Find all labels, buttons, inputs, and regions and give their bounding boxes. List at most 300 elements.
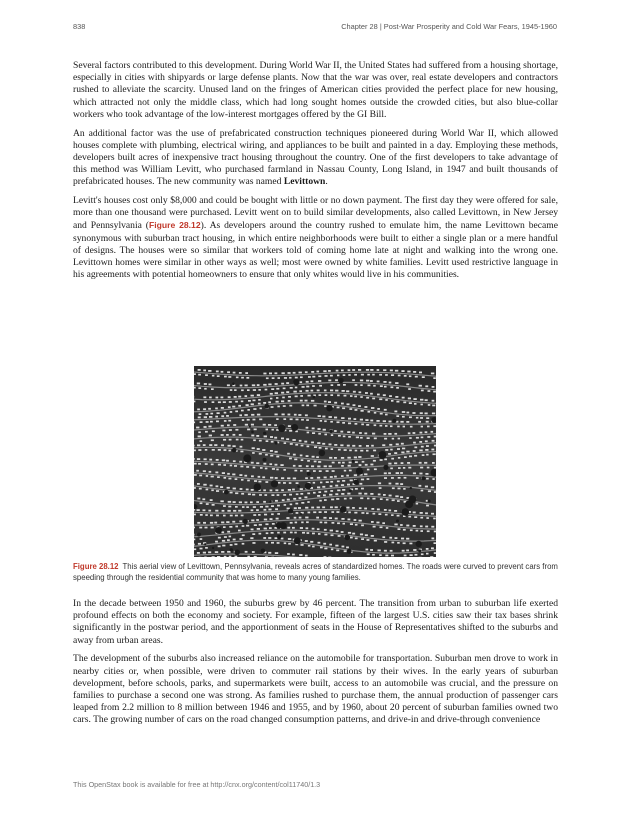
house-mark — [322, 416, 325, 418]
house-mark — [218, 464, 221, 466]
house-mark — [334, 417, 337, 419]
house-mark — [245, 424, 248, 426]
house-mark — [359, 483, 362, 485]
house-mark — [265, 389, 268, 391]
house-mark — [338, 435, 341, 437]
house-mark — [233, 539, 236, 541]
house-mark — [349, 462, 352, 464]
house-mark — [427, 467, 430, 469]
house-mark — [233, 488, 236, 490]
house-mark — [194, 458, 195, 460]
house-mark — [194, 487, 196, 489]
house-mark — [318, 428, 321, 430]
house-mark — [389, 510, 392, 512]
house-mark — [286, 517, 289, 519]
house-mark — [203, 522, 206, 524]
house-mark — [224, 449, 227, 451]
house-mark — [299, 465, 302, 467]
house-mark — [352, 379, 355, 381]
house-mark — [329, 457, 332, 459]
house-mark — [419, 473, 422, 475]
house-mark — [245, 372, 248, 374]
house-mark — [407, 412, 410, 414]
house-mark — [293, 372, 296, 374]
house-mark — [292, 439, 295, 441]
house-mark — [335, 390, 338, 392]
house-mark — [212, 556, 215, 557]
house-mark — [337, 407, 340, 409]
house-mark — [288, 425, 291, 427]
house-mark — [343, 436, 346, 438]
paragraph: The development of the suburbs also increased reliance on the automobile for transportation. Suburban men drove to work in nearby cities or, when possible, were driven to commuter rail stations by their wives. In the early years of suburban development, before schools, parks, and supermarkets were built, access to an automobile was crucial, and the pressure on families to purchase a second one was strong. As families rushed to purchase them, the annual production of passenger cars leaped from 2.2 million to 8 million between 1946 and 1955, and by 1960, about 20 percent of suburban families owned two cars. The growing number of cars on the road changed consumption patterns, and drive-in and drive-through convenience — [73, 653, 558, 726]
house-mark — [254, 556, 257, 557]
tree-mark — [338, 378, 344, 384]
house-mark — [397, 500, 400, 502]
house-mark — [271, 388, 274, 390]
tree-mark — [215, 527, 222, 534]
house-mark — [420, 467, 423, 469]
house-mark — [371, 508, 374, 510]
house-mark — [337, 384, 340, 386]
house-mark — [348, 423, 351, 425]
house-mark — [371, 407, 374, 409]
house-mark — [433, 425, 436, 427]
house-mark — [419, 385, 422, 387]
house-mark — [266, 377, 269, 379]
house-mark — [360, 437, 363, 439]
house-mark — [328, 401, 331, 403]
house-mark — [408, 467, 411, 469]
house-mark — [270, 450, 273, 452]
house-mark — [210, 522, 213, 524]
house-mark — [330, 375, 333, 377]
house-mark — [355, 423, 358, 425]
house-mark — [390, 449, 393, 451]
house-mark — [203, 370, 206, 372]
house-mark — [347, 445, 350, 447]
house-mark — [434, 531, 436, 533]
house-mark — [312, 456, 315, 458]
house-mark — [324, 548, 327, 550]
house-mark — [246, 377, 249, 379]
house-mark — [329, 465, 332, 467]
tree-mark — [307, 472, 311, 476]
house-mark — [329, 416, 332, 418]
house-mark — [276, 469, 278, 471]
house-mark — [217, 412, 220, 414]
house-mark — [372, 374, 375, 376]
house-mark — [336, 530, 339, 532]
house-mark — [355, 384, 358, 386]
house-mark — [396, 443, 399, 445]
house-mark — [235, 401, 238, 403]
house-mark — [290, 387, 293, 389]
house-mark — [288, 400, 291, 402]
figure-link[interactable]: Figure 28.12 — [148, 220, 201, 231]
house-mark — [413, 472, 416, 474]
house-mark — [428, 390, 431, 392]
house-mark — [419, 441, 422, 443]
house-mark — [434, 491, 436, 493]
house-mark — [307, 432, 310, 434]
house-mark — [413, 525, 416, 527]
house-mark — [311, 380, 314, 382]
house-mark — [388, 433, 391, 435]
house-mark — [365, 464, 368, 466]
house-mark — [218, 537, 221, 539]
house-mark — [224, 477, 227, 479]
house-mark — [258, 481, 261, 483]
house-mark — [208, 551, 211, 553]
house-mark — [257, 448, 260, 450]
house-mark — [212, 401, 215, 403]
house-mark — [365, 534, 368, 536]
house-mark — [287, 477, 290, 479]
house-mark — [233, 372, 236, 374]
house-mark — [401, 452, 404, 454]
house-mark — [361, 374, 364, 376]
house-mark — [422, 454, 425, 456]
house-mark — [394, 462, 397, 464]
house-mark — [295, 387, 298, 389]
house-mark — [310, 541, 313, 543]
tree-mark — [265, 404, 270, 409]
house-mark — [307, 460, 310, 462]
house-mark — [199, 475, 202, 477]
tree-mark — [234, 550, 240, 556]
house-mark — [323, 494, 326, 496]
house-mark — [226, 415, 229, 417]
house-mark — [233, 434, 236, 436]
house-mark — [391, 386, 394, 388]
house-mark — [265, 542, 268, 544]
house-mark — [197, 444, 200, 446]
house-mark — [233, 501, 236, 503]
house-mark — [348, 369, 351, 371]
house-mark — [389, 444, 392, 446]
house-mark — [430, 556, 433, 557]
house-mark — [426, 505, 429, 507]
house-mark — [373, 513, 376, 515]
house-mark — [200, 502, 203, 504]
house-mark — [221, 522, 224, 524]
house-mark — [271, 542, 274, 544]
house-mark — [197, 383, 200, 385]
house-mark — [324, 529, 327, 531]
house-mark — [203, 509, 206, 511]
house-mark — [260, 467, 263, 469]
house-mark — [384, 472, 387, 474]
house-mark — [271, 532, 274, 534]
house-mark — [253, 506, 256, 508]
house-mark — [217, 476, 220, 478]
house-mark — [370, 380, 373, 382]
house-mark — [215, 472, 218, 474]
house-mark — [366, 450, 369, 452]
tree-mark — [344, 535, 350, 541]
house-mark — [305, 371, 308, 373]
house-mark — [403, 542, 406, 544]
house-mark — [241, 515, 244, 517]
house-mark — [364, 433, 367, 435]
house-mark — [305, 555, 308, 557]
house-mark — [431, 431, 434, 433]
house-mark — [326, 481, 329, 483]
house-mark — [311, 390, 314, 392]
house-mark — [422, 376, 425, 378]
house-mark — [286, 438, 289, 440]
house-mark — [307, 532, 310, 534]
house-mark — [194, 534, 195, 536]
tree-mark — [392, 419, 396, 423]
house-mark — [277, 505, 280, 507]
house-mark — [404, 477, 407, 479]
tree-mark — [349, 489, 352, 492]
house-mark — [395, 396, 398, 398]
house-mark — [431, 373, 434, 375]
house-mark — [337, 522, 340, 524]
house-mark — [406, 538, 409, 540]
house-mark — [359, 507, 362, 509]
house-mark — [403, 467, 405, 469]
house-mark — [367, 437, 370, 439]
house-mark — [330, 476, 333, 478]
house-mark — [322, 443, 325, 445]
key-term: Levittown — [283, 176, 326, 188]
house-mark — [332, 522, 335, 524]
house-mark — [301, 445, 304, 447]
tree-mark — [197, 533, 201, 537]
house-mark — [281, 438, 284, 440]
house-mark — [360, 396, 363, 398]
house-mark — [240, 385, 243, 387]
house-mark — [221, 551, 224, 553]
house-mark — [310, 477, 313, 479]
body-text-top — [73, 60, 558, 288]
house-mark — [346, 390, 349, 392]
house-mark — [350, 523, 353, 525]
house-mark — [366, 369, 369, 371]
house-mark — [374, 438, 377, 440]
house-mark — [197, 522, 200, 524]
tree-mark — [409, 496, 417, 504]
body-text-bottom — [73, 598, 558, 733]
tree-mark — [305, 483, 312, 490]
house-mark — [371, 445, 374, 447]
house-mark — [331, 448, 334, 450]
house-mark — [224, 556, 227, 557]
house-mark — [251, 509, 254, 511]
house-mark — [318, 415, 321, 417]
house-mark — [268, 552, 271, 554]
tree-mark — [300, 513, 302, 515]
house-mark — [305, 400, 308, 402]
house-mark — [421, 437, 424, 439]
house-mark — [227, 531, 230, 533]
house-mark — [432, 462, 435, 464]
house-mark — [343, 374, 346, 376]
house-mark — [232, 445, 235, 447]
house-mark — [251, 489, 254, 491]
house-mark — [353, 391, 356, 393]
paragraph-text: An additional factor was the use of prefabricated construction techniques pioneered during World War II, which allowed houses complete with plumbing, electrical wiring, and appliances to be built and painted in a day. Employing these methods, developers built acres of inexpensive tract housing throughout the country. One of the first developers to take advantage of this method was William Levitt, who purchased farmland in Nassau County, Long Island, in 1947 and built thousands of prefabricated houses. The new community was named — [73, 127, 558, 188]
house-mark — [290, 504, 293, 506]
house-mark — [380, 526, 383, 528]
house-mark — [248, 493, 251, 495]
house-mark — [390, 425, 393, 427]
house-mark — [413, 442, 416, 444]
house-mark — [275, 500, 278, 502]
house-mark — [253, 389, 256, 391]
house-mark — [221, 444, 224, 446]
house-mark — [216, 515, 219, 517]
house-mark — [210, 485, 213, 487]
house-mark — [391, 514, 394, 516]
house-mark — [212, 449, 215, 451]
house-mark — [227, 384, 230, 386]
house-mark — [215, 541, 218, 543]
house-mark — [314, 446, 317, 448]
house-mark — [413, 432, 416, 434]
house-mark — [222, 472, 225, 474]
house-mark — [421, 490, 424, 492]
house-mark — [320, 547, 323, 549]
tree-mark — [230, 548, 233, 551]
house-mark — [324, 477, 327, 479]
house-mark — [432, 386, 435, 388]
house-mark — [280, 464, 283, 466]
house-mark — [337, 421, 340, 423]
house-mark — [348, 436, 351, 438]
house-mark — [270, 436, 273, 438]
house-mark — [347, 431, 350, 433]
house-mark — [246, 466, 249, 468]
house-mark — [348, 512, 351, 514]
house-mark — [215, 408, 218, 410]
house-mark — [306, 427, 309, 429]
house-mark — [227, 539, 230, 541]
house-mark — [203, 552, 206, 554]
tree-mark — [263, 432, 266, 435]
house-mark — [324, 522, 327, 524]
house-mark — [432, 440, 435, 442]
house-mark — [247, 480, 250, 482]
house-mark — [275, 489, 278, 491]
house-mark — [217, 375, 220, 377]
house-mark — [251, 414, 254, 416]
house-mark — [245, 395, 248, 397]
house-mark — [324, 434, 327, 436]
house-mark — [293, 478, 296, 480]
page-number: 838 — [73, 22, 86, 31]
house-mark — [347, 484, 350, 486]
house-mark — [235, 556, 238, 557]
tree-mark — [224, 490, 229, 495]
house-mark — [384, 433, 387, 435]
house-mark — [374, 424, 377, 426]
house-mark — [352, 369, 355, 371]
house-mark — [227, 424, 230, 426]
house-mark — [331, 434, 333, 436]
house-mark — [224, 412, 227, 414]
house-mark — [361, 538, 364, 540]
house-mark — [319, 500, 322, 502]
house-mark — [311, 400, 314, 402]
house-mark — [372, 398, 375, 400]
house-mark — [323, 517, 326, 519]
house-mark — [253, 400, 256, 402]
house-mark — [205, 514, 208, 516]
house-mark — [265, 556, 268, 557]
house-mark — [336, 550, 339, 552]
house-mark — [403, 488, 405, 490]
house-mark — [205, 374, 208, 376]
house-mark — [308, 395, 311, 397]
house-mark — [425, 486, 428, 488]
house-mark — [252, 447, 255, 449]
house-mark — [337, 490, 340, 492]
house-mark — [290, 522, 293, 524]
house-mark — [428, 404, 431, 406]
house-mark — [377, 394, 380, 396]
house-mark — [292, 527, 295, 529]
house-mark — [317, 495, 320, 497]
house-mark — [209, 384, 212, 386]
house-mark — [385, 425, 388, 427]
house-mark — [316, 456, 319, 458]
house-mark — [322, 486, 325, 488]
house-mark — [242, 534, 245, 536]
house-mark — [217, 556, 220, 557]
house-mark — [200, 421, 203, 423]
house-mark — [234, 543, 237, 545]
house-mark — [194, 373, 196, 375]
house-mark — [398, 528, 401, 530]
house-mark — [384, 541, 387, 543]
house-mark — [257, 394, 260, 396]
house-mark — [392, 542, 395, 544]
house-mark — [338, 462, 341, 464]
house-mark — [224, 420, 227, 422]
house-mark — [379, 374, 382, 376]
house-mark — [396, 401, 399, 403]
tree-mark — [263, 458, 267, 462]
house-mark — [295, 503, 298, 505]
house-mark — [263, 402, 266, 404]
house-mark — [299, 497, 302, 499]
page-header — [73, 22, 557, 34]
house-mark — [295, 377, 298, 379]
house-mark — [305, 517, 308, 519]
house-mark — [358, 369, 361, 371]
house-mark — [211, 388, 214, 390]
house-mark — [432, 538, 435, 540]
house-mark — [221, 407, 224, 409]
house-mark — [252, 551, 255, 553]
house-mark — [293, 391, 296, 393]
tree-mark — [313, 396, 316, 399]
house-mark — [241, 439, 244, 441]
house-mark — [366, 549, 369, 551]
house-mark — [203, 444, 206, 446]
house-mark — [268, 509, 271, 511]
house-mark — [228, 420, 231, 422]
house-mark — [208, 426, 211, 428]
house-mark — [263, 463, 266, 465]
house-mark — [251, 475, 254, 477]
house-mark — [284, 504, 287, 506]
house-mark — [408, 398, 411, 400]
